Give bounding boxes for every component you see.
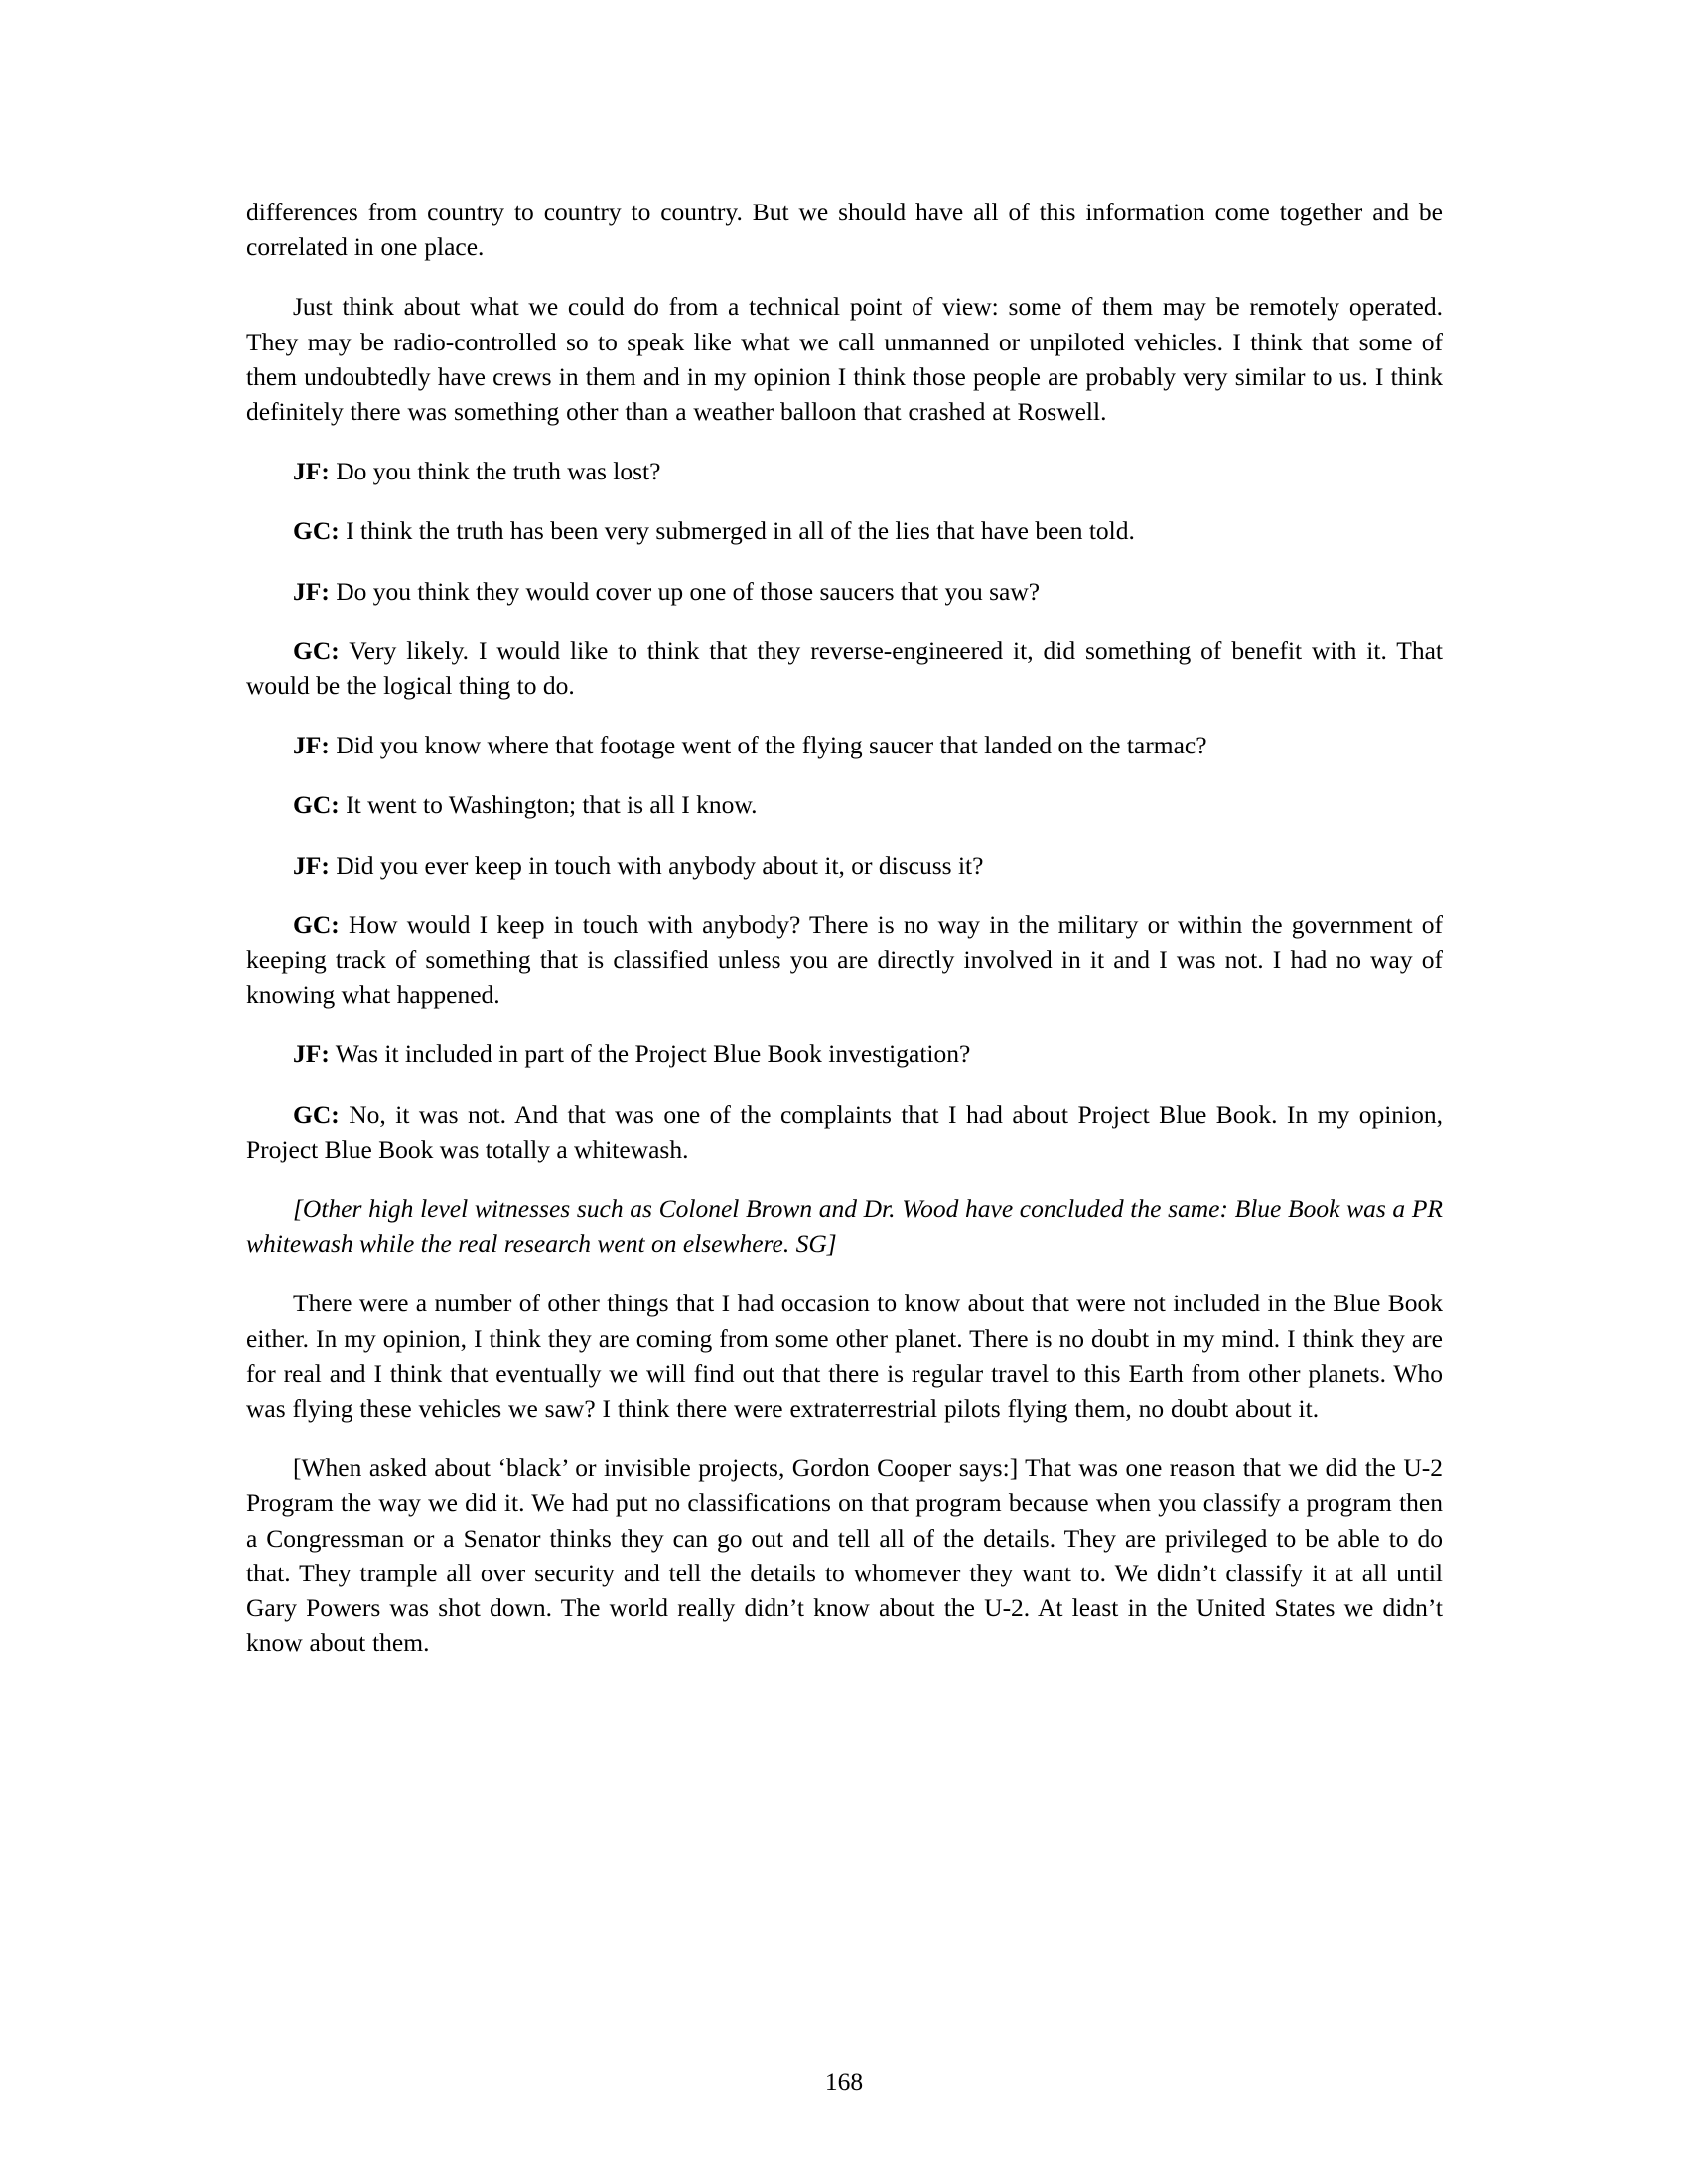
qa-text: Did you ever keep in touch with anybody about it, or discuss it? — [329, 850, 984, 880]
qa-text: Did you know where that footage went of the flying saucer that landed on the tarmac? — [329, 731, 1207, 760]
paragraph-other-things-blue-book: There were a number of other things that I had occasion to know about that were not included in the Blue Book either. In my opinion, I think they are coming from some other planet. There is no doubt in my mind. I think they are for real and I think that eventually we will find out that there is regular travel to this Earth from other planets. Who was flying these vehicles we saw? I think there were extraterrestrial pilots flying them, no doubt about it. — [246, 1289, 1443, 1424]
speaker-label: GC: — [293, 516, 340, 546]
qa-exchange — [246, 513, 1443, 548]
qa-text: How would I keep in touch with anybody? There is no way in the military or within the government of keeping track of something that is classified unless you are directly involved in it and I was not. I had no way of knowing what happened. — [246, 909, 1443, 1010]
speaker-label: JF: — [293, 576, 330, 606]
speaker-label: JF: — [293, 731, 330, 760]
paragraph-black-projects-u2: [When asked about ‘black’ or invisible projects, Gordon Cooper says:] That was one reason that we did the U-2 Program the way we did it. We had put no classifications on that program because when you classify a program then a Congressman or a Senator thinks they can go out and tell all of the details. They are privileged to be able to do that. They trample all over security and tell the details to whomever they want to. We didn’t classify it at all until Gary Powers was shot down. The world really didn’t know about the U-2. At least in the United States we didn’t know about them. — [246, 1453, 1443, 1658]
qa-exchange — [246, 848, 1443, 883]
qa-text: Do you think they would cover up one of those saucers that you saw? — [329, 576, 1041, 606]
qa-text: Do you think the truth was lost? — [329, 457, 661, 486]
speaker-label: GC: — [293, 909, 340, 939]
paragraph-continuation: differences from country to country to country. But we should have all of this information come together and be correlated in one place. — [246, 198, 1443, 262]
qa-exchange — [246, 728, 1443, 762]
qa-text: I think the truth has been very submerged in all of the lies that have been told. — [339, 516, 1135, 546]
page-body — [246, 195, 1443, 1661]
qa-exchange — [246, 633, 1443, 703]
speaker-label: JF: — [293, 1039, 330, 1069]
qa-text: It went to Washington; that is all I know. — [339, 790, 758, 820]
speaker-label: GC: — [293, 1099, 340, 1129]
speaker-label: JF: — [293, 850, 330, 880]
page-number: 168 — [824, 2067, 864, 2096]
qa-text: No, it was not. And that was one of the complaints that I had about Project Blue Book. In my opinion, Project Blue Book was totally a whitewash. — [246, 1099, 1443, 1163]
paragraph-technical-point-of-view: Just think about what we could do from a technical point of view: some of them may be remotely operated. They may be radio-controlled so to speak like what we call unmanned or unpiloted vehicles. I think that some of them undoubtedly have crews in them and in my opinion I think those people are probably very similar to us. I think definitely there was something other than a weather balloon that crashed at Roswell. — [246, 292, 1443, 427]
qa-exchange — [246, 787, 1443, 822]
qa-exchange — [246, 1097, 1443, 1166]
qa-text: Very likely. I would like to think that they reverse-engineered it, did something of benefit with it. That would be the logical thing to do. — [246, 635, 1443, 701]
speaker-label: GC: — [293, 635, 340, 665]
editorial-note: [Other high level witnesses such as Colonel Brown and Dr. Wood have concluded the same: Blue Book was a PR whitewash while the real research went on elsewhere. SG] — [246, 1194, 1443, 1259]
speaker-label: JF: — [293, 457, 330, 486]
speaker-label: GC: — [293, 790, 340, 820]
qa-exchange — [246, 1036, 1443, 1071]
qa-text: Was it included in part of the Project Blue Book investigation? — [329, 1039, 971, 1069]
qa-exchange — [246, 454, 1443, 488]
qa-exchange — [246, 574, 1443, 609]
qa-exchange — [246, 907, 1443, 1013]
